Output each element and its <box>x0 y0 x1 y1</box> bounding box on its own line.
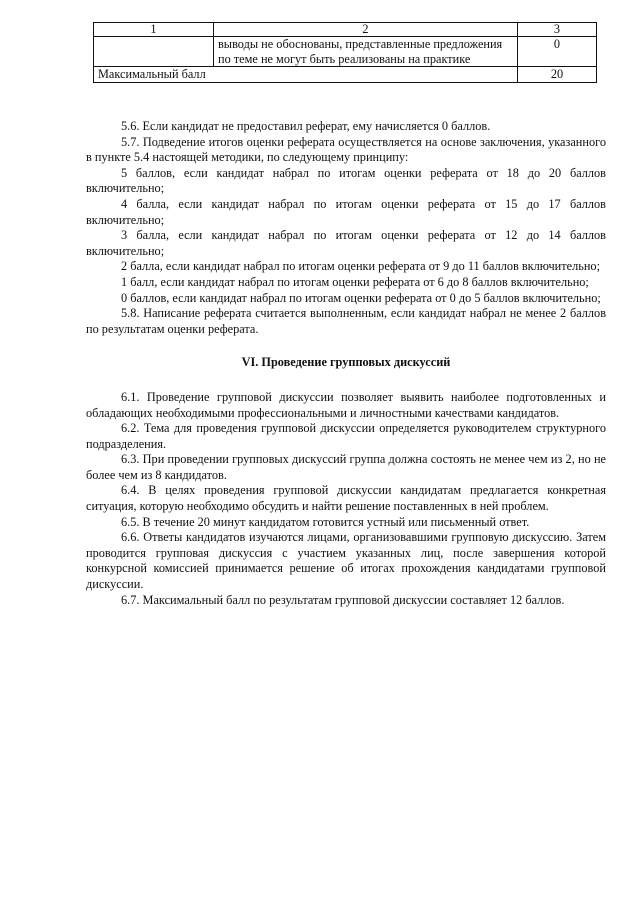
paragraph: 6.5. В течение 20 минут кандидатом готовится устный или письменный ответ. <box>121 514 530 529</box>
total-value: 20 <box>518 67 597 83</box>
description-cell: выводы не обоснованы, представленные предложения по теме не могут быть реализованы на практике <box>214 37 518 67</box>
paragraph: 0 баллов, если кандидат набрал по итогам оценки реферата от 0 до 5 баллов включительно; <box>121 290 601 305</box>
document-body <box>86 119 606 608</box>
paragraph: 4 балла, если кандидат набрал по итогам оценки реферата от 15 до 17 баллов включительно; <box>86 196 606 227</box>
paragraph: 3 балла, если кандидат набрал по итогам оценки реферата от 12 до 14 баллов включительно; <box>86 228 606 258</box>
paragraph: 5.7. Подведение итогов оценки реферата осуществляется на основе заключения, указанного в пункте 5.4 настоящей методики, по следующему принципу: <box>86 134 606 165</box>
paragraph: 2 балла, если кандидат набрал по итогам оценки реферата от 9 до 11 баллов включительно; <box>121 259 600 274</box>
table-header-cell: 1 <box>94 23 214 37</box>
paragraph: 6.2. Тема для проведения групповой дискуссии определяется руководителем структурного подразделения. <box>86 421 606 451</box>
table-header-cell: 3 <box>518 23 597 37</box>
paragraph: 1 балл, если кандидат набрал по итогам оценки реферата от 6 до 8 баллов включительно; <box>121 274 589 289</box>
table-header-cell: 2 <box>214 23 518 37</box>
paragraph: 5 баллов, если кандидат набрал по итогам оценки реферата от 18 до 20 баллов включительно; <box>86 165 606 196</box>
paragraph: 5.6. Если кандидат не предоставил реферат, ему начисляется 0 баллов. <box>121 119 491 133</box>
table-header-row <box>94 23 597 37</box>
paragraph: 6.4. В целях проведения групповой дискуссии кандидатам предлагается конкретная ситуация, которую необходимо обсудить и найти решение поставленных в ней проблем. <box>86 483 606 514</box>
paragraph: 6.1. Проведение групповой дискуссии позволяет выявить наиболее подготовленных и обладающих необходимыми профессиональными и личностными качествами кандидатов. <box>86 389 606 420</box>
total-label: Максимальный балл <box>94 67 518 83</box>
scoring-table <box>93 22 597 83</box>
section-heading: VI. Проведение групповых дискуссий <box>241 355 451 370</box>
paragraph: 5.8. Написание реферата считается выполненным, если кандидат набрал не менее 2 баллов по результатам оценки реферата. <box>86 306 606 336</box>
paragraph: 6.3. При проведении групповых дискуссий группа должна состоять не менее чем из 2, но не более чем из 8 кандидатов. <box>86 452 606 482</box>
paragraph: 6.7. Максимальный балл по результатам групповой дискуссии составляет 12 баллов. <box>121 592 565 607</box>
criterion-cell <box>94 37 214 67</box>
paragraph: 6.6. Ответы кандидатов изучаются лицами, организовавшими групповую дискуссию. Затем проводится групповая дискуссия с участием указанных лиц, после завершения которой конкурсной комиссией принимается решение об итогах прохождения кандидатами групповой дискуссии. <box>86 530 606 592</box>
score-cell: 0 <box>518 37 597 67</box>
table-total-row <box>94 67 597 83</box>
table-row <box>94 37 597 67</box>
